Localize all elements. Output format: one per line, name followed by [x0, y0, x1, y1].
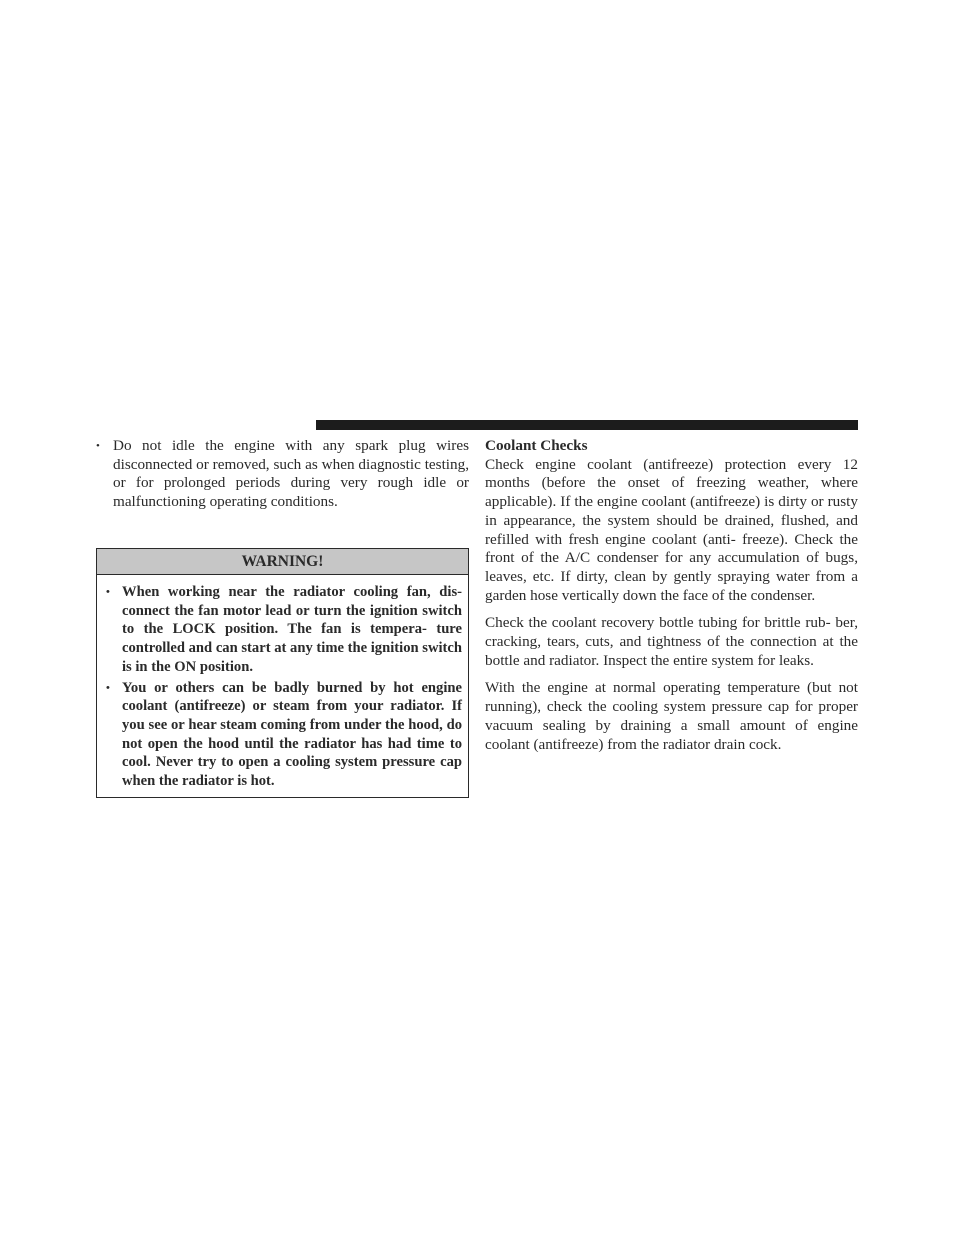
warning-box	[96, 548, 469, 798]
warning-item-text: When working near the radiator cooling fan, dis- connect the fan motor lead or turn the ignition switch to the LOCK position. The fan is tempera- ture controlled and can start at any time the ignition switch is in the ON position.	[122, 584, 462, 675]
bullet-item-idle	[96, 437, 469, 512]
bullet-icon: •	[96, 440, 100, 452]
section-heading: Coolant Checks	[485, 437, 588, 454]
warning-body	[97, 575, 468, 797]
paragraph-recovery-bottle: Check the coolant recovery bottle tubing for brittle rub- ber, cracking, tears, cuts, and tightness of the connection at the bottle and radiator. Inspect the entire system for leaks.	[485, 614, 858, 669]
right-column	[485, 437, 858, 754]
warning-item-burn	[105, 679, 462, 791]
warning-item-fan	[105, 583, 462, 677]
warning-item-text: You or others can be badly burned by hot engine coolant (antifreeze) or steam from your radiator. If you see or hear steam coming from under the hood, do not open the hood until the radiator has had time to cool. Never try to open a cooling system pressure cap when the radiator is hot.	[122, 679, 462, 790]
left-column	[96, 437, 469, 512]
paragraph-pressure-cap: With the engine at normal operating temperature (but not running), check the cooling system pressure cap for proper vacuum sealing by draining a small amount of engine coolant (antifreeze) from the radiator drain cock.	[485, 679, 858, 753]
warning-title: WARNING!	[97, 549, 468, 575]
bullet-icon: •	[106, 681, 110, 694]
section-header-bar	[316, 420, 858, 430]
paragraph-protection: Check engine coolant (antifreeze) protection every 12 months (before the onset of freezing weather, where applicable). If the engine coolant (antifreeze) is dirty or rusty in appearance, the system should be drained, flushed, and refilled with fresh engine coolant (anti- freeze). Check the front of the A/C condenser for any accumulation of bugs, leaves, etc. If dirty, clean by gently spraying water from a garden hose vertically down the face of the condenser.	[485, 455, 858, 604]
bullet-text: Do not idle the engine with any spark plug wires disconnected or removed, such as when diagnostic testing, or for prolonged periods during very rough idle or malfunctioning operating conditions.	[113, 437, 469, 511]
bullet-icon: •	[106, 586, 110, 598]
bullet-list	[96, 437, 469, 512]
